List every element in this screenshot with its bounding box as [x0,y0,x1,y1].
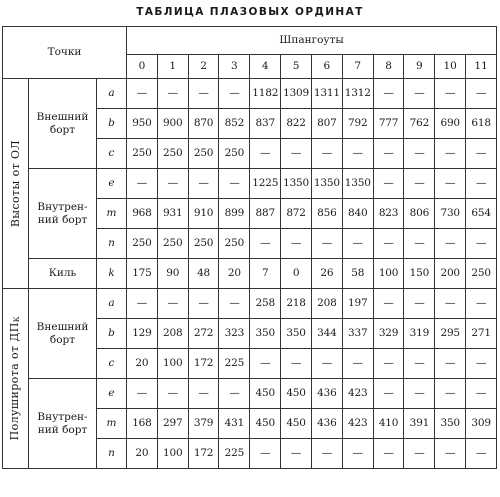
frame-number-cell: 4 [250,55,281,79]
ordinate-value: 350 [281,319,312,349]
ordinate-value: 295 [435,319,466,349]
ordinate-value: — [219,79,250,109]
ordinate-value: — [435,139,466,169]
ordinate-value: 450 [250,409,281,439]
ordinate-value: 329 [373,319,404,349]
ordinate-value: — [250,439,281,469]
ordinate-value: — [157,169,188,199]
group-label: Внутрен-ний борт [29,379,97,469]
ordinate-value: 225 [219,439,250,469]
ordinate-value: — [435,439,466,469]
point-letter: m [97,409,127,439]
ordinate-value: 450 [281,379,312,409]
ordinate-value: — [404,229,435,259]
ordinate-value: 792 [342,109,373,139]
ordinate-value: — [373,79,404,109]
ordinate-value: 297 [157,409,188,439]
ordinate-value: 250 [127,139,158,169]
ordinates-table-body [3,27,497,469]
ordinate-value: — [466,439,497,469]
ordinate-value: 250 [219,139,250,169]
ordinate-value: 1350 [311,169,342,199]
ordinate-value: 1182 [250,79,281,109]
ordinate-value: — [373,379,404,409]
ordinate-value: 218 [281,289,312,319]
ordinate-value: 777 [373,109,404,139]
frame-number-cell: 10 [435,55,466,79]
ordinate-value: — [127,169,158,199]
ordinate-value: — [281,139,312,169]
ordinate-value: 250 [188,229,219,259]
ordinate-value: — [157,289,188,319]
ordinate-value: 258 [250,289,281,319]
ordinate-value: — [435,169,466,199]
ordinate-value: 272 [188,319,219,349]
table-row [3,79,497,109]
frame-number-cell: 3 [219,55,250,79]
ordinate-value: 1309 [281,79,312,109]
ordinate-value: — [188,169,219,199]
ordinate-value: 950 [127,109,158,139]
ordinate-value: 250 [188,139,219,169]
ordinate-value: — [219,169,250,199]
ordinate-value: 20 [127,349,158,379]
ordinate-value: — [219,379,250,409]
ordinate-value: 129 [127,319,158,349]
ordinate-value: 150 [404,259,435,289]
point-letter: c [97,349,127,379]
ordinate-value: — [435,79,466,109]
ordinate-value: — [250,139,281,169]
ordinate-value: 872 [281,199,312,229]
ordinate-value: — [373,289,404,319]
ordinate-value: 100 [373,259,404,289]
ordinate-value: — [466,169,497,199]
ordinate-value: — [219,289,250,319]
frame-number-cell: 6 [311,55,342,79]
section-label-cell [3,289,29,469]
ordinate-value: 350 [435,409,466,439]
group-label: Внешний борт [29,289,97,379]
ordinate-value: — [311,349,342,379]
ordinate-value: — [373,439,404,469]
ordinate-value: 1225 [250,169,281,199]
ordinate-value: 618 [466,109,497,139]
ordinate-value: 168 [127,409,158,439]
ordinate-value: 319 [404,319,435,349]
table-row [3,289,497,319]
ordinate-value: 410 [373,409,404,439]
frame-number-cell: 1 [157,55,188,79]
ordinate-value: — [435,289,466,319]
ordinate-value: — [466,379,497,409]
ordinate-value: — [342,439,373,469]
ordinate-value: 856 [311,199,342,229]
ordinate-value: — [404,349,435,379]
ordinate-value: — [188,79,219,109]
ordinate-value: — [157,79,188,109]
ordinate-value: — [250,229,281,259]
ordinate-value: — [373,349,404,379]
table-row [3,259,497,289]
ordinate-value: 887 [250,199,281,229]
ordinate-value: — [435,349,466,379]
ordinate-value: — [404,169,435,199]
ordinate-value: — [435,229,466,259]
ordinate-value: 323 [219,319,250,349]
ordinate-value: — [281,349,312,379]
point-letter: c [97,139,127,169]
ordinate-value: — [127,379,158,409]
frame-number-cell: 9 [404,55,435,79]
ordinate-value: 48 [188,259,219,289]
point-letter: e [97,379,127,409]
group-label: Внешний борт [29,79,97,169]
ordinate-value: 806 [404,199,435,229]
ordinate-value: 1311 [311,79,342,109]
section-label [10,140,21,227]
ordinate-value: 100 [157,349,188,379]
section-label-text: Высоты от ОЛ [9,139,22,228]
ordinate-value: — [250,349,281,379]
ordinate-value: 350 [250,319,281,349]
ordinate-value: 823 [373,199,404,229]
ordinate-value: 1312 [342,79,373,109]
ordinate-value: — [373,139,404,169]
ordinate-value: — [127,289,158,319]
point-letter: n [97,439,127,469]
ordinate-value: 225 [219,349,250,379]
ordinate-value: — [373,169,404,199]
ordinate-value: — [404,139,435,169]
ordinate-value: 899 [219,199,250,229]
points-header: Точки [3,27,127,79]
ordinate-value: — [311,229,342,259]
ordinate-value: 208 [157,319,188,349]
ordinate-value: 423 [342,409,373,439]
ordinate-value: 431 [219,409,250,439]
ordinate-value: 208 [311,289,342,319]
ordinate-value: — [157,379,188,409]
ordinate-value: 822 [281,109,312,139]
ordinate-value: 450 [250,379,281,409]
ordinate-value: 391 [404,409,435,439]
ordinate-value: — [311,139,342,169]
ordinate-value: 200 [435,259,466,289]
point-letter: a [97,289,127,319]
group-label: Внутрен-ний борт [29,169,97,259]
frame-number-cell: 2 [188,55,219,79]
ordinate-value: — [127,79,158,109]
ordinate-value: 436 [311,409,342,439]
point-letter: m [97,199,127,229]
ordinate-value: 344 [311,319,342,349]
point-letter: k [97,259,127,289]
point-letter: n [97,229,127,259]
ordinate-value: 910 [188,199,219,229]
ordinate-value: 58 [342,259,373,289]
table-title: ТАБЛИЦА ПЛАЗОВЫХ ОРДИНАТ [136,6,364,18]
table-row [3,379,497,409]
ordinate-value: 807 [311,109,342,139]
section-label-subscript: К [12,316,21,323]
ordinate-value: — [404,379,435,409]
ordinate-value: 172 [188,439,219,469]
ordinate-value: — [404,289,435,319]
ordinate-value: — [466,79,497,109]
section-label-text: Полуширота от ДП [8,322,21,441]
ordinate-value: — [342,349,373,379]
ordinate-value: 20 [127,439,158,469]
frame-number-cell: 5 [281,55,312,79]
ordinate-value: 197 [342,289,373,319]
section-label-cell [3,79,29,289]
ordinate-value: 423 [342,379,373,409]
ordinate-value: 1350 [281,169,312,199]
ordinate-value: — [188,379,219,409]
ordinate-value: 690 [435,109,466,139]
group-label: Киль [29,259,97,289]
ordinate-value: 250 [157,139,188,169]
ordinate-value: 900 [157,109,188,139]
ordinate-value: 654 [466,199,497,229]
section-label [9,316,22,440]
ordinate-value: 175 [127,259,158,289]
ordinate-value: 436 [311,379,342,409]
ordinate-value: 250 [127,229,158,259]
ordinate-value: — [281,229,312,259]
ordinate-value: 7 [250,259,281,289]
ordinate-value: 0 [281,259,312,289]
ordinate-value: 26 [311,259,342,289]
ordinate-value: — [281,439,312,469]
ordinate-value: 450 [281,409,312,439]
ordinate-value: 379 [188,409,219,439]
frame-number-cell: 8 [373,55,404,79]
ordinate-value: 20 [219,259,250,289]
ordinate-value: 250 [466,259,497,289]
ordinate-value: 250 [157,229,188,259]
ordinate-value: — [466,289,497,319]
ordinate-value: 840 [342,199,373,229]
ordinate-value: — [404,439,435,469]
frames-header: Шпангоуты [127,27,497,55]
header-row [3,27,497,55]
frame-number-cell: 7 [342,55,373,79]
ordinate-value: — [342,139,373,169]
ordinate-value: 337 [342,319,373,349]
ordinate-value: 90 [157,259,188,289]
point-letter: b [97,109,127,139]
ordinate-value: 250 [219,229,250,259]
ordinate-value: 852 [219,109,250,139]
point-letter: a [97,79,127,109]
ordinate-value: — [466,229,497,259]
ordinate-value: — [342,229,373,259]
ordinate-value: 730 [435,199,466,229]
ordinate-value: 837 [250,109,281,139]
ordinate-value: — [466,139,497,169]
ordinate-value: — [373,229,404,259]
point-letter: e [97,169,127,199]
ordinate-value: 100 [157,439,188,469]
ordinate-value: 762 [404,109,435,139]
ordinate-value: 870 [188,109,219,139]
ordinates-table [2,26,497,469]
ordinate-value: — [435,379,466,409]
ordinate-value: 172 [188,349,219,379]
ordinate-value: 931 [157,199,188,229]
point-letter: b [97,319,127,349]
ordinate-value: 309 [466,409,497,439]
frame-number-cell: 0 [127,55,158,79]
ordinate-value: — [188,289,219,319]
ordinate-value: 271 [466,319,497,349]
ordinate-value: — [311,439,342,469]
table-row [3,169,497,199]
frame-number-cell: 11 [466,55,497,79]
ordinate-value: — [404,79,435,109]
ordinate-value: — [466,349,497,379]
ordinate-value: 968 [127,199,158,229]
ordinate-value: 1350 [342,169,373,199]
